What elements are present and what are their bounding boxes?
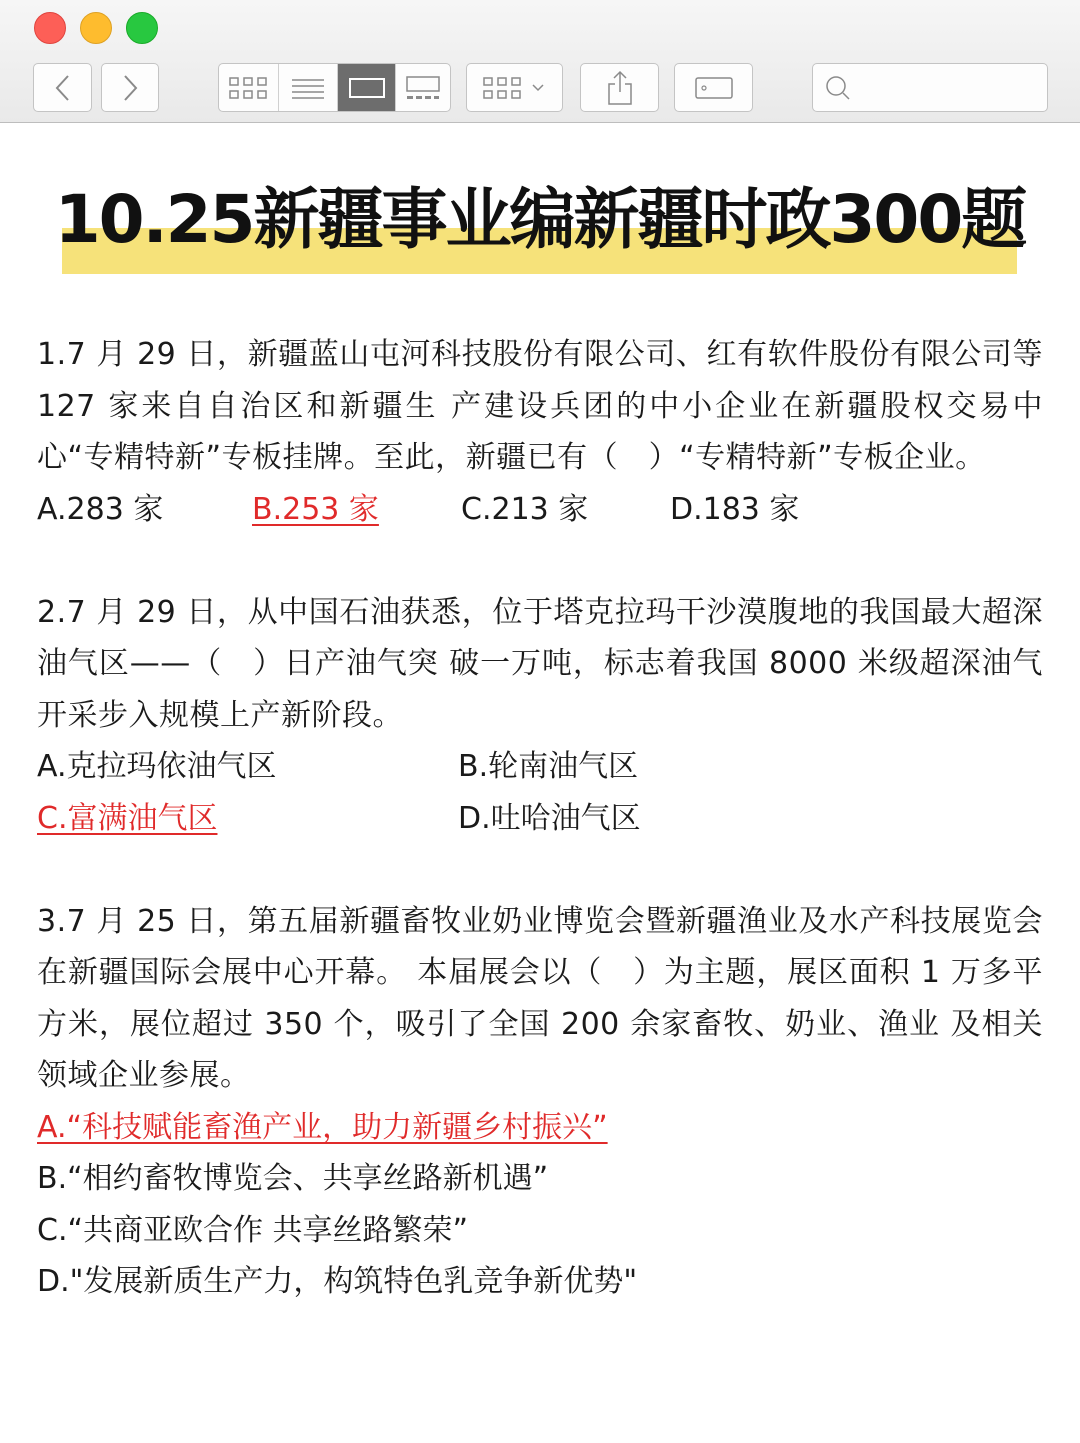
question-stem: 2.7 月 29 日，从中国石油获悉，位于塔克拉玛干沙漠腹地的我国最大超深油气区——（ ）日产油气突 破一万吨，标志着我国 8000 米级超深油气开采步入规模上产新阶段。	[37, 594, 1043, 733]
question-2	[37, 587, 1043, 845]
option-a: A.283 家	[37, 491, 164, 527]
filmstrip-view-icon	[404, 74, 442, 102]
question-stem: 3.7 月 25 日，第五届新疆畜牧业奶业博览会暨新疆渔业及水产科技展览会在新疆国际会展中心开幕。 本届展会以（ ）为主题，展区面积 1 万多平方米，展位超过 350 个，吸引了全国 200 余家畜牧、奶业、渔业 及相关领域企业参展。	[37, 903, 1043, 1093]
tag-button[interactable]	[674, 63, 753, 112]
forward-button[interactable]	[101, 63, 159, 112]
question-stem: 1.7 月 29 日，新疆蓝山屯河科技股份有限公司、红有软件股份有限公司等 127 家来自自治区和新疆生 产建设兵团的中小企业在新疆股权交易中心“专精特新”专板挂牌。至此，新疆已有（ ）“专精特新”专板企业。	[37, 337, 1043, 475]
back-button[interactable]	[33, 63, 92, 112]
option-b: B.轮南油气区	[458, 749, 639, 784]
option-row	[37, 793, 1043, 845]
search-field[interactable]	[812, 63, 1048, 112]
close-window-button[interactable]	[34, 12, 66, 44]
filmstrip-view-button[interactable]	[396, 64, 450, 111]
option-a-correct-answer: A.“科技赋能畜渔产业，助力新疆乡村振兴”	[37, 1109, 608, 1145]
list-view-icon	[290, 75, 326, 101]
share-icon	[605, 70, 635, 106]
option-d: D.183 家	[670, 491, 800, 527]
zoom-window-button[interactable]	[126, 12, 158, 44]
option-b-correct-answer: B.253 家	[252, 491, 379, 527]
search-icon	[823, 73, 853, 103]
list-view-button[interactable]	[279, 64, 339, 111]
option-d: D.吐哈油气区	[458, 800, 641, 836]
page-title: 10.25新疆事业编新疆时政300题	[54, 181, 1026, 258]
minimize-window-button[interactable]	[80, 12, 112, 44]
option-b: B.“相约畜牧博览会、共享丝路新机遇”	[37, 1161, 549, 1196]
option-a: A.克拉玛依油气区	[37, 749, 277, 784]
back-icon	[53, 73, 73, 103]
grid-view-icon	[228, 75, 268, 101]
group-icon	[480, 75, 550, 101]
option-row	[37, 741, 1043, 793]
window-toolbar	[0, 0, 1080, 123]
single-view-icon	[348, 75, 386, 101]
group-menu-button[interactable]	[466, 63, 563, 112]
option-c: C.213 家	[461, 491, 589, 527]
question-list	[37, 329, 1043, 1308]
option-d: D."发展新质生产力，构筑特色乳竞争新优势"	[37, 1264, 638, 1299]
view-mode-segmented-control	[218, 63, 451, 112]
forward-icon	[120, 73, 140, 103]
question-3	[37, 896, 1043, 1308]
option-c-correct-answer: C.富满油气区	[37, 800, 218, 836]
option-row	[37, 484, 1043, 536]
share-button[interactable]	[580, 63, 659, 112]
single-view-button[interactable]	[338, 64, 396, 111]
grid-view-button[interactable]	[219, 64, 279, 111]
option-c: C.“共商亚欧合作 共享丝路繁荣”	[37, 1212, 469, 1248]
tag-icon	[693, 75, 735, 101]
question-1	[37, 329, 1043, 535]
